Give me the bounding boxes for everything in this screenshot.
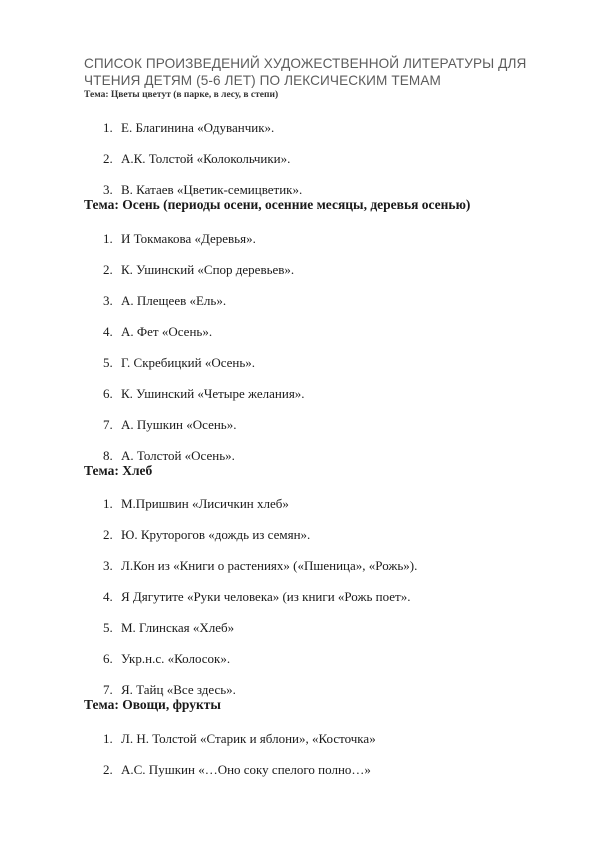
- list-item: [103, 527, 310, 543]
- list-item-text: И Токмакова «Деревья».: [121, 231, 256, 246]
- list-item-text: Л. Н. Толстой «Старик и яблони», «Косточка»: [121, 731, 376, 746]
- list-item-text: К. Ушинский «Спор деревьев».: [121, 262, 295, 277]
- list-item-number: 1.: [103, 496, 113, 511]
- list-item-number: 4.: [103, 589, 113, 604]
- list-item: [103, 231, 256, 247]
- list-item-number: 2.: [103, 527, 113, 542]
- list-item-number: 7.: [103, 417, 113, 432]
- list-item-text: А.С. Пушкин «…Оно соку спелого полно…»: [121, 762, 371, 777]
- list-item-number: 6.: [103, 651, 113, 666]
- list-item-number: 1.: [103, 120, 113, 135]
- list-item-number: 4.: [103, 324, 113, 339]
- list-item: [103, 386, 305, 402]
- list-item-number: 8.: [103, 448, 113, 463]
- list-item: [103, 589, 410, 605]
- list-item-text: Я Дягутите «Руки человека» (из книги «Рожь поет».: [121, 589, 411, 604]
- list-item-text: К. Ушинский «Четыре желания».: [121, 386, 305, 401]
- list-item-text: Г. Скребицкий «Осень».: [121, 355, 256, 370]
- list-item-text: М. Глинская «Хлеб»: [121, 620, 235, 635]
- list-item: [103, 762, 371, 778]
- list-item-number: 2.: [103, 262, 113, 277]
- list-item-number: 1.: [103, 731, 113, 746]
- list-item-number: 5.: [103, 355, 113, 370]
- list-item: [103, 558, 417, 574]
- list-item-number: 7.: [103, 682, 113, 697]
- list-item-number: 3.: [103, 182, 113, 197]
- section-theme-vegetables-fruits: Тема: Овощи, фрукты: [84, 697, 221, 712]
- list-item: [103, 731, 376, 747]
- list-item-number: 2.: [103, 762, 113, 777]
- list-item: [103, 151, 290, 167]
- list-item: [103, 293, 226, 309]
- list-item-text: А. Толстой «Осень».: [121, 448, 235, 463]
- list-item-text: А. Пушкин «Осень».: [121, 417, 237, 432]
- list-item: [103, 120, 274, 136]
- list-item-number: 3.: [103, 293, 113, 308]
- section-theme-flowers: Тема: Цветы цветут (в парке, в лесу, в степи): [84, 90, 279, 100]
- list-item: [103, 324, 212, 340]
- section-theme-bread: Тема: Хлеб: [84, 463, 153, 478]
- list-item: [103, 682, 236, 698]
- list-item-number: 3.: [103, 558, 113, 573]
- list-item: [103, 262, 294, 278]
- list-item-text: Л.Кон из «Книги о растениях» («Пшеница», «Рожь»).: [121, 558, 418, 573]
- list-item-number: 1.: [103, 231, 113, 246]
- list-item-text: Е. Благинина «Одуванчик».: [121, 120, 275, 135]
- list-item-text: А. Фет «Осень».: [121, 324, 213, 339]
- list-item-number: 5.: [103, 620, 113, 635]
- list-item: [103, 651, 230, 667]
- list-item-text: М.Пришвин «Лисичкин хлеб»: [121, 496, 289, 511]
- list-item: [103, 620, 234, 636]
- list-item-text: А.К. Толстой «Колокольчики».: [121, 151, 291, 166]
- list-item-number: 2.: [103, 151, 113, 166]
- list-item-text: Ю. Круторогов «дождь из семян».: [121, 527, 311, 542]
- list-item-text: Я. Тайц «Все здесь».: [121, 682, 236, 697]
- list-item-number: 6.: [103, 386, 113, 401]
- document-title: СПИСОК ПРОИЗВЕДЕНИЙ ХУДОЖЕСТВЕННОЙ ЛИТЕРАТУРЫ ДЛЯ ЧТЕНИЯ ДЕТЯМ (5-6 ЛЕТ) ПО ЛЕКСИЧЕСКИМ ТЕМАМ: [84, 56, 527, 88]
- list-item: [103, 496, 289, 512]
- list-item-text: А. Плещеев «Ель».: [121, 293, 227, 308]
- list-item-text: В. Катаев «Цветик-семицветик».: [121, 182, 303, 197]
- list-item: [103, 182, 302, 198]
- list-item: [103, 417, 237, 433]
- list-item-text: Укр.н.с. «Колосок».: [121, 651, 231, 666]
- section-theme-autumn: Тема: Осень (периоды осени, осенние месяцы, деревья осенью): [84, 197, 471, 212]
- list-item: [103, 448, 235, 464]
- list-item: [103, 355, 255, 371]
